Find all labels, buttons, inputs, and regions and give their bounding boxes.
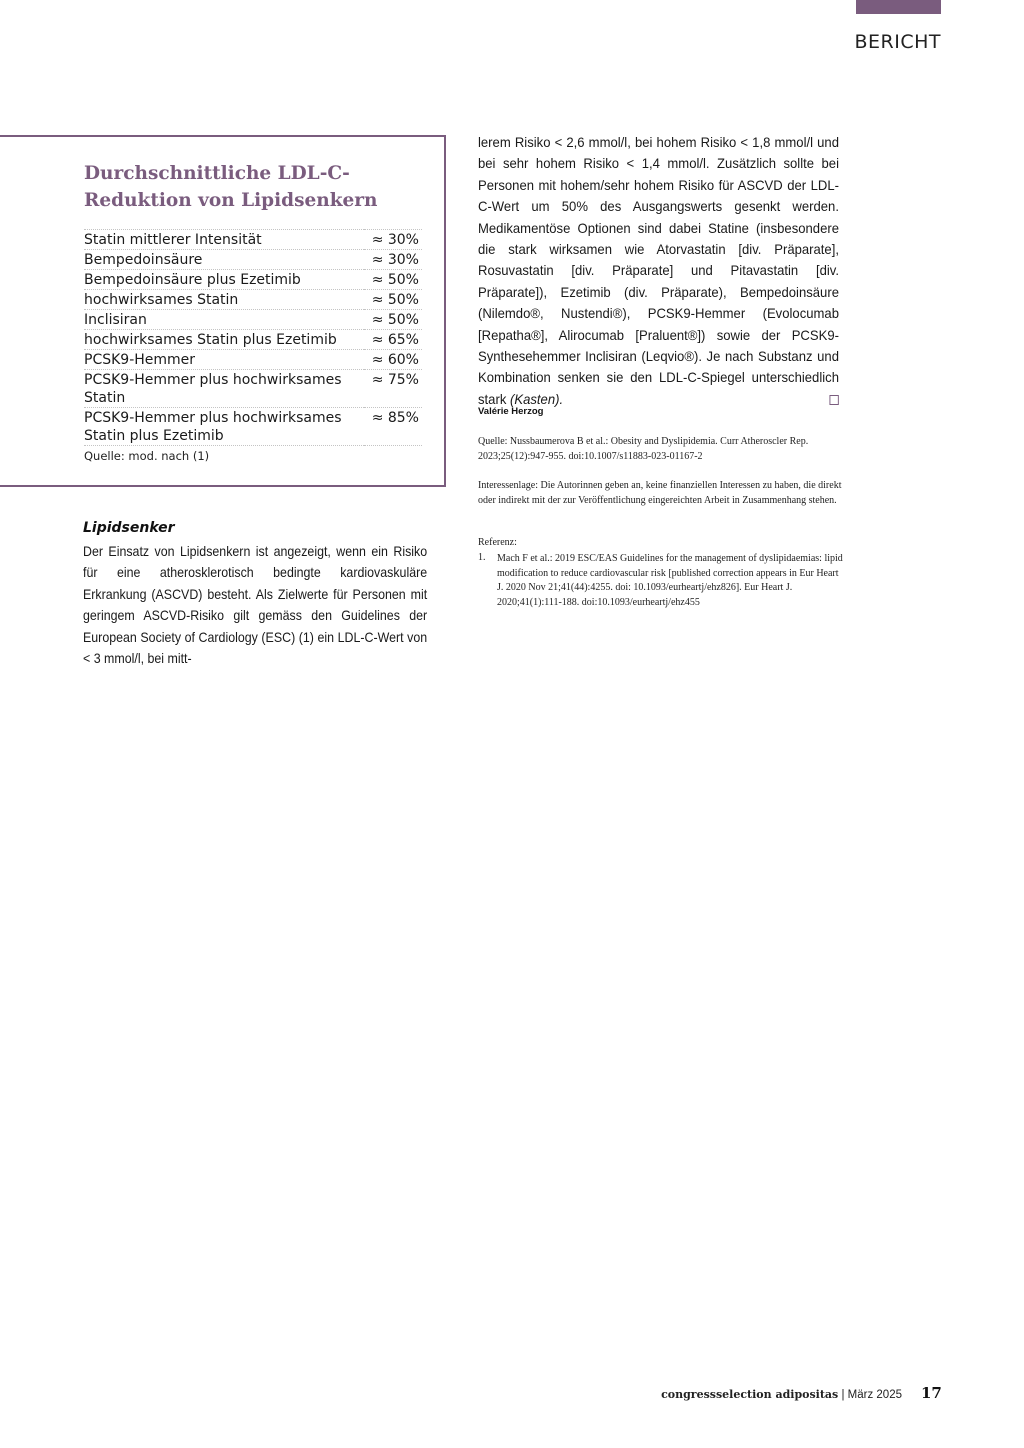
page-number: 17 <box>921 1384 942 1402</box>
reduction-cell: ≈ 30% <box>364 230 422 250</box>
box-title: Durchschnittliche LDL-C-Reduktion von Lipidsenkern <box>84 163 378 211</box>
left-column-paragraph: Der Einsatz von Lipidsenkern ist angezeigt, wenn ein Risiko für eine atherosklerotisch bedingte kardiovaskuläre Erkrankung (ASCVD) besteht. Als Zielwerte für Personen mit geringem ASCVD-Risiko gilt gemäss den Guidelines der European Society of Cardiology (ESC) (1) ein LDL-C-Wert von < 3 mmol/l, bei mitt- <box>83 543 428 667</box>
drug-cell: PCSK9-Hemmer plus hochwirksames Statin <box>84 370 364 408</box>
section-label: BERICHT <box>854 31 941 53</box>
drug-cell: PCSK9-Hemmer <box>84 350 364 370</box>
conflict-of-interest-note: Interessenlage: Die Autorinnen geben an, keine finanziellen Interessen zu haben, die direkt oder indirekt mit der zur Veröffentlichung eingereichten Arbeit in Zusammenhang stehen. <box>478 480 842 506</box>
table-row <box>84 250 422 270</box>
reduction-cell: ≈ 75% <box>364 370 422 408</box>
table-row <box>84 350 422 370</box>
source-note: Quelle: Nussbaumerova B et al.: Obesity and Dyslipidemia. Curr Atheroscler Rep. 2023;25(12):947-955. doi:10.1007/s11883-023-01167-2 <box>478 436 809 462</box>
header-accent-bar <box>856 0 941 14</box>
reduction-cell: ≈ 30% <box>364 250 422 270</box>
ldl-reduction-table <box>84 229 422 446</box>
footer-publication <box>661 1388 902 1401</box>
section-subheading: Lipidsenker <box>83 520 175 536</box>
right-column-text-wrapper <box>478 132 843 410</box>
drug-cell: hochwirksames Statin <box>84 290 364 310</box>
reference-number: 1. <box>478 552 486 563</box>
references-label: Referenz: <box>478 537 517 548</box>
left-column-text-wrapper <box>83 541 448 669</box>
box-source: Quelle: mod. nach (1) <box>84 449 210 463</box>
table-row <box>84 330 422 350</box>
table-row <box>84 370 422 408</box>
reference-text: Mach F et al.: 2019 ESC/EAS Guidelines for the management of dyslipidaemias: lipid modification to reduce cardiovascular risk [published correction appears in Eur Heart J. 2020 Nov 21;41(44):4255. doi: 10.1093/eurheartj/ehz826]. Eur Heart J. 2020;41(1):111-188. doi:10.1093/eurheartj/ehz455 <box>497 553 843 609</box>
reduction-cell: ≈ 85% <box>364 408 422 446</box>
drug-cell: Statin mittlerer Intensität <box>84 230 364 250</box>
drug-cell: PCSK9-Hemmer plus hochwirksames Statin plus Ezetimib <box>84 408 364 446</box>
table-row <box>84 408 422 446</box>
reduction-cell: ≈ 50% <box>364 290 422 310</box>
footer-separator: | <box>838 1389 848 1401</box>
table-row <box>84 270 422 290</box>
table-row <box>84 230 422 250</box>
table-row <box>84 310 422 330</box>
drug-cell: Inclisiran <box>84 310 364 330</box>
drug-cell: hochwirksames Statin plus Ezetimib <box>84 330 364 350</box>
author-name: Valérie Herzog <box>478 406 544 417</box>
article-end-square-icon <box>830 395 839 405</box>
footer-issue: März 2025 <box>847 1389 902 1401</box>
footer-journal: congressselection adipositas <box>661 1388 839 1401</box>
right-column-paragraph <box>478 132 839 410</box>
drug-cell: Bempedoinsäure plus Ezetimib <box>84 270 364 290</box>
reduction-cell: ≈ 60% <box>364 350 422 370</box>
reduction-cell: ≈ 50% <box>364 270 422 290</box>
reduction-cell: ≈ 65% <box>364 330 422 350</box>
reduction-cell: ≈ 50% <box>364 310 422 330</box>
drug-cell: Bempedoinsäure <box>84 250 364 270</box>
table-row <box>84 290 422 310</box>
right-paragraph-italic: (Kasten). <box>509 390 564 407</box>
right-paragraph-text: lerem Risiko < 2,6 mmol/l, bei hohem Risiko < 1,8 mmol/l und bei sehr hohem Risiko < 1,4 mmol/l. Zusätzlich sollte bei Personen mit hohem/sehr hohem Risiko für ASCVD der LDL-C-Wert um 50% des Ausgangswerts gesenkt werden. Medikamentöse Optionen sind dabei Statine (insbesondere die stark wirksamen wie Atorvastatin [div. Präparate], Rosuvastatin [div. Präparate] und Pitavastatin [div. Präparate]), Ezetimib (div. Präparate), Bempedoinsäure (Nilemdo®, Nustendi®), PCSK9-Hemmer (Evolocumab [Repatha®], Alirocumab [Praluent®]) sowie der PCSK9-Synthesehemmer Inclisiran (Leqvio®). Je nach Substanz und Kombination senken sie den LDL-C-Spiegel unterschiedlich stark <box>478 134 839 407</box>
